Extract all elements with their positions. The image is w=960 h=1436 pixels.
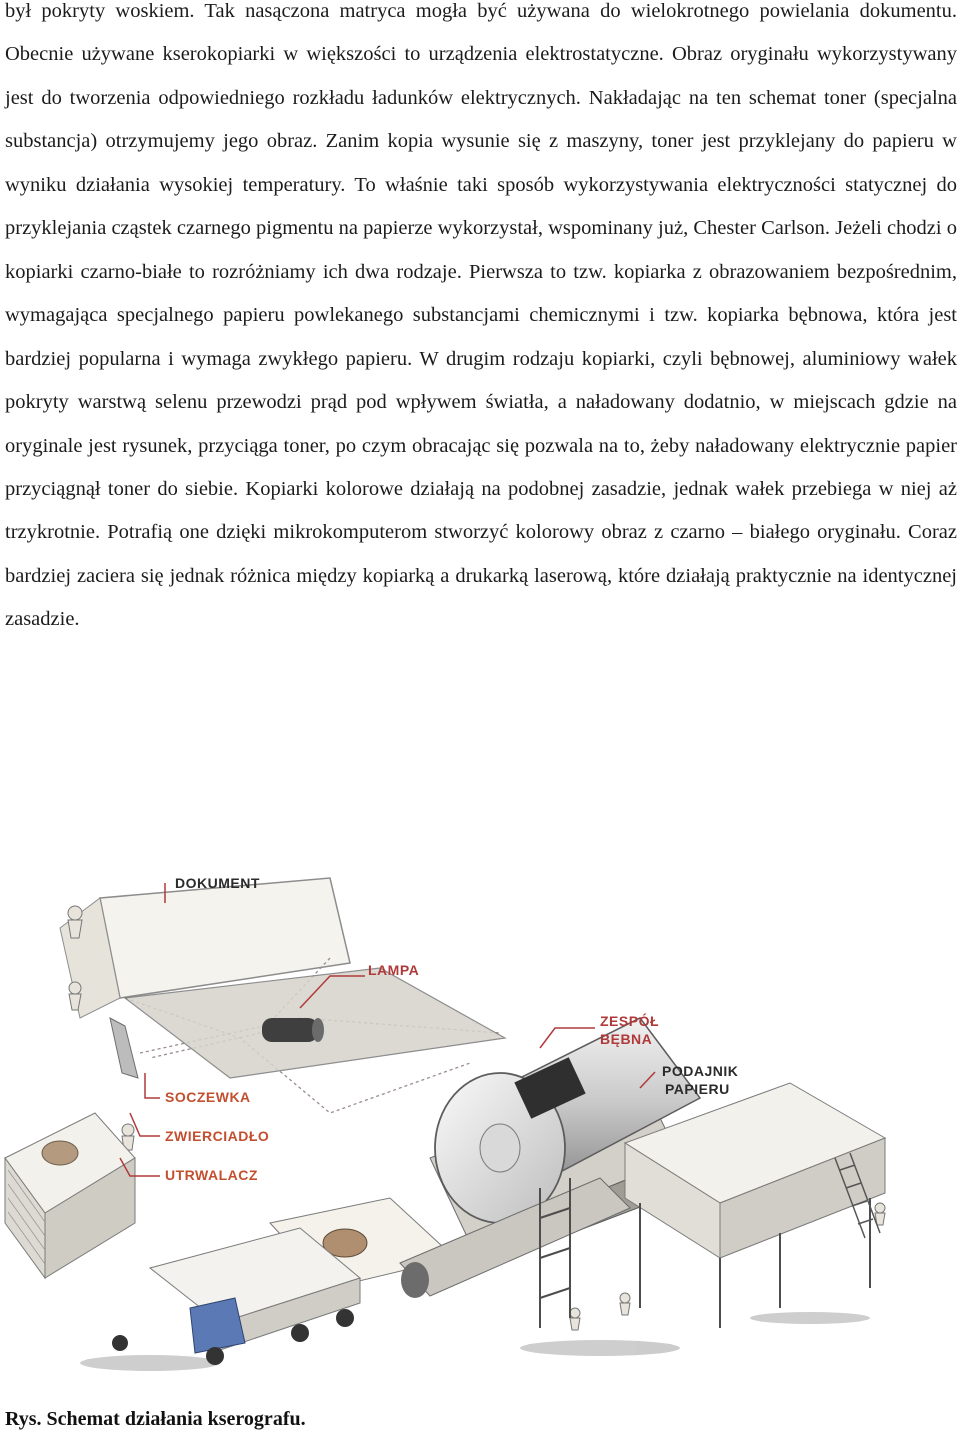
figure-caption: Rys. Schemat działania kserografu. xyxy=(5,1408,306,1430)
label-zespol-line1: ZESPÓŁ xyxy=(600,1013,660,1029)
mirror xyxy=(110,1018,138,1078)
xerograph-illustration xyxy=(0,858,960,1378)
output-paper-stack xyxy=(5,1113,135,1278)
label-dokument: DOKUMENT xyxy=(175,875,260,891)
label-podajnik-line2: PAPIERU xyxy=(665,1081,730,1097)
lens xyxy=(262,1018,324,1042)
label-zwierciadlo: ZWIERCIADŁO xyxy=(165,1128,270,1144)
body-paragraph: był pokryty woskiem. Tak nasączona matryca mogła być używana do wielokrotnego powielania dokumentu. Obecnie używane kserokopiarki w większości to urządzenia elektrostatyczne. Obraz oryginału wykorzystywany jest do tworzenia odpowiedniego rozkładu ładunków elektrycznych. Nakładając na ten schemat toner (specjalna substancja) otrzymujemy jego obraz. Zanim kopia wysunie się z maszyny, toner jest przyklejany do papieru w wyniku działania wysokiej temperatury. To właśnie taki sposób wykorzystywania elektryczności statycznej do przyklejania cząstek czarnego pigmentu na papierze wykorzystał, wspominany już, Chester Carlson. Jeżeli chodzi o kopiarki czarno-białe to rozróżniamy ich dwa rodzaje. Pierwsza to tzw. kopiarka z obrazowaniem bezpośrednim, wymagająca specjalnego papieru powlekanego substancjami chemicznymi i tzw. kopiarka bębnowa, która jest bardziej popularna i wymaga zwykłego papieru. W drugim rodzaju kopiarki, czyli bębnowej, aluminiowy wałek pokryty warstwą selenu przewodzi prąd pod wpływem światła, a naładowany dodatnio, w miejscach gdzie na oryginale jest rysunek, przyciąga toner, po czym obracając się pozwala na to, żeby naładowany elektrycznie papier przyciągnął toner do siebie. Kopiarki kolorowe działają na podobnej zasadzie, jednak wałek przebiega w niej aż trzykrotnie. Potrafią one dzięki mikrokomputerom stworzyć kolorowy obraz z czarno – białego oryginału. Coraz bardziej zaciera się jednak różnica między kopiarką a drukarką laserową, które działają praktycznie na identycznej zasadzie. xyxy=(5,0,957,631)
label-podajnik-line1: PODAJNIK xyxy=(662,1063,739,1079)
truck xyxy=(112,1228,360,1365)
label-lampa: LAMPA xyxy=(368,962,420,978)
xerograph-diagram xyxy=(0,858,960,1378)
paper-supply-tray xyxy=(625,1083,885,1328)
label-zespol-line2: BĘBNA xyxy=(600,1031,653,1047)
label-utrwalacz: UTRWALACZ xyxy=(165,1167,258,1183)
label-soczewka: SOCZEWKA xyxy=(165,1089,251,1105)
